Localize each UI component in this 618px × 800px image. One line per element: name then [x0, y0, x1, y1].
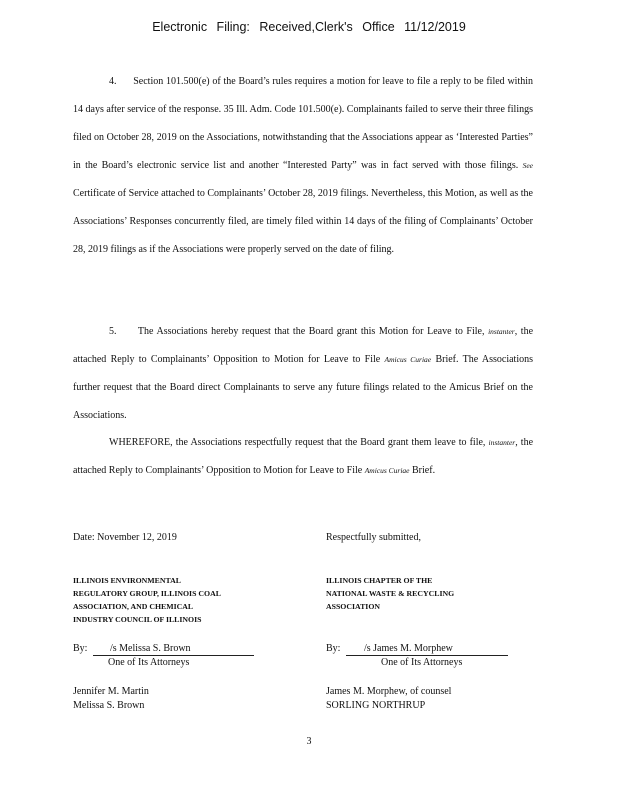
left-signature-name: /s Melissa S. Brown: [110, 643, 191, 654]
para-number: 4.: [109, 76, 117, 87]
right-signature-line: [346, 655, 508, 656]
left-by-label: By:: [73, 643, 88, 654]
right-organization: ILLINOIS CHAPTER OF THE NATIONAL WASTE & RECYCLING ASSOCIATION: [326, 576, 455, 611]
left-signature-line: [93, 655, 254, 656]
date-line: Date: November 12, 2019: [73, 532, 177, 543]
para-number: 5.: [109, 326, 117, 337]
filing-header: Electronic Filing: Received,Clerk's Office 11/12/2019: [152, 20, 466, 34]
wherefore-paragraph: WHEREFORE, the Associations respectfully request that the Board grant them leave to file, instanter, the attached Reply to Complainants’ Opposition to Motion for Leave to File Amicus Curiae Brief.: [73, 437, 534, 476]
respectfully-submitted: Respectfully submitted,: [326, 532, 421, 543]
page-number: 3: [306, 736, 312, 747]
right-signature-role: One of Its Attorneys: [381, 657, 463, 668]
paragraph-4: 4. Section 101.500(e) of the Board’s rules requires a motion for leave to file a reply to be filed within 14 days after service of the response. 35 Ill. Adm. Code 101.500(e). Complainants failed to serve their three filings filed on October 28, 2019 on the Associations, notwithstanding that the Associations appear as ‘Interested Parties” in the Board’s electronic service list and another “Interested Party” was in fact served with those filings. See Certificate of Service attached to Complainants’ October 28, 2019 filings. Nevertheless, this Motion, as well as the Associations’ Responses concurrently filed, are timely filed within 14 days of the filing of Complainants’ October 28, 2019 filings as if the Associations were properly served on the date of filing.: [73, 76, 534, 255]
right-signature-name: /s James M. Morphew: [364, 643, 453, 654]
paragraph-5: 5. The Associations hereby request that the Board grant this Motion for Leave to File, instanter, the attached Reply to Complainants’ Opposition to Motion for Leave to File Amicus Curiae Brief. The Associations further request that the Board direct Complainants to serve any future filings related to the Amicus Brief on the Associations.: [73, 326, 534, 421]
left-counsel: Jennifer M. Martin Melissa S. Brown: [73, 686, 149, 711]
left-organization: ILLINOIS ENVIRONMENTAL REGULATORY GROUP, ILLINOIS COAL ASSOCIATION, AND CHEMICAL INDUSTRY COUNCIL OF ILLINOIS: [73, 576, 221, 624]
right-by-label: By:: [326, 643, 341, 654]
see-signal: See: [522, 161, 533, 170]
right-counsel: James M. Morphew, of counsel SORLING NORTHRUP: [326, 686, 452, 711]
left-signature-role: One of Its Attorneys: [108, 657, 190, 668]
